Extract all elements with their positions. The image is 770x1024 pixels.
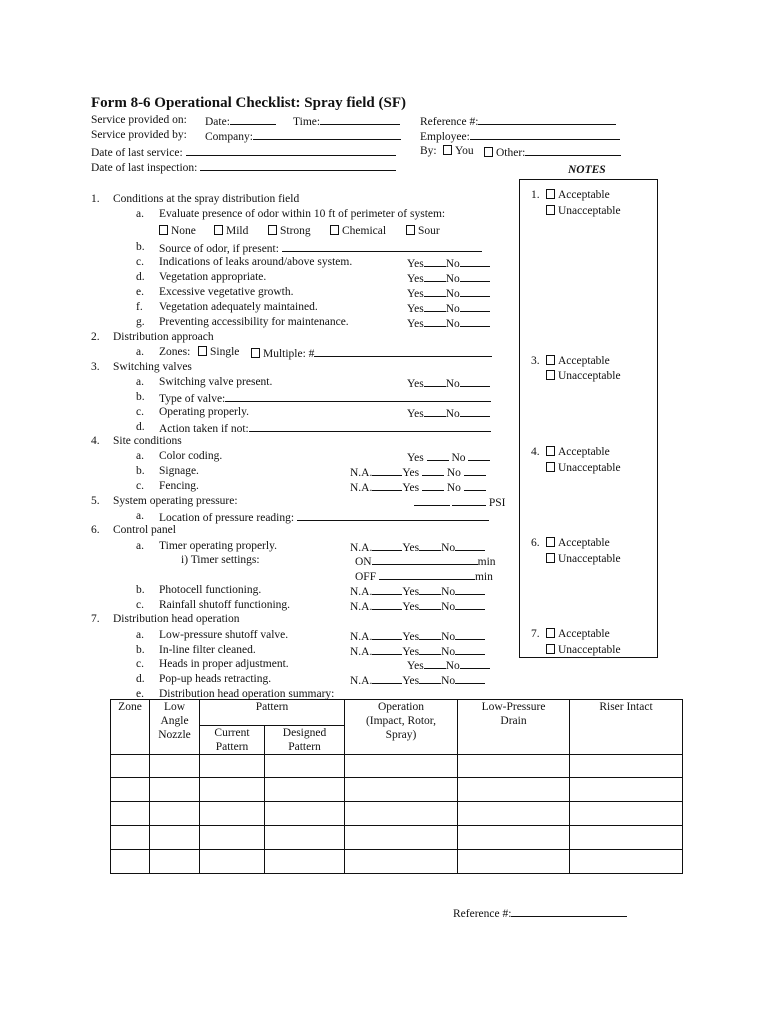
by-label: By:	[420, 145, 437, 157]
vegetation-appropriate-label: Vegetation appropriate.	[159, 271, 267, 283]
item-letter: c.	[136, 599, 144, 611]
note-1-acceptable[interactable]	[546, 188, 610, 202]
yes-label: Yes	[407, 303, 424, 315]
section-5-title: System operating pressure:	[113, 495, 238, 507]
pressure-location-label: Location of pressure reading:	[159, 512, 295, 524]
zones-multiple-field[interactable]	[251, 345, 492, 361]
form-title: Form 8-6 Operational Checklist: Spray field (SF)	[91, 95, 406, 111]
item-letter: b.	[136, 241, 145, 253]
footer-reference-label: Reference #:	[453, 908, 512, 920]
riser-header: Riser Intact	[599, 701, 653, 713]
switching-valve-yes-no[interactable]	[407, 375, 490, 391]
section-3-num: 3.	[91, 361, 100, 373]
no-label: No	[445, 273, 460, 285]
section-4-num: 4.	[91, 435, 100, 447]
no-label: No	[446, 482, 461, 494]
leaks-yes-no[interactable]	[407, 255, 490, 271]
yes-label: Yes	[402, 467, 420, 479]
operation-line: Spray)	[385, 729, 417, 741]
you-checkbox[interactable]	[443, 144, 474, 158]
table-cell[interactable]	[345, 755, 458, 778]
date-field[interactable]	[205, 113, 276, 129]
table-cell[interactable]	[200, 755, 265, 778]
current-pattern-line: Current	[214, 727, 250, 739]
na-label: N.A.	[350, 601, 373, 613]
item-letter: e.	[136, 286, 144, 298]
off-label: OFF	[355, 571, 377, 583]
single-label: Single	[210, 346, 240, 358]
table-row	[111, 755, 683, 778]
table-cell[interactable]	[200, 826, 265, 850]
table-cell[interactable]	[570, 826, 683, 850]
no-label: No	[446, 467, 461, 479]
note-1-num: 1.	[531, 189, 540, 201]
note-6-unacceptable[interactable]	[546, 552, 621, 566]
section-7-title: Distribution head operation	[113, 613, 240, 625]
col-current-pattern	[200, 726, 265, 755]
no-label: No	[445, 408, 460, 420]
popup-heads-na-yes-no[interactable]	[350, 672, 485, 688]
switching-valve-label: Switching valve present.	[159, 376, 273, 388]
pressure-field[interactable]	[414, 494, 506, 510]
timer-settings-label: i) Timer settings:	[181, 554, 260, 566]
pattern-header: Pattern	[255, 701, 289, 713]
item-letter: b.	[136, 465, 145, 477]
table-cell[interactable]	[458, 755, 570, 778]
lp-drain-line: Drain	[500, 715, 527, 727]
table-cell[interactable]	[265, 850, 345, 874]
item-letter: d.	[136, 673, 145, 685]
time-label: Time:	[293, 116, 321, 128]
item-letter: c.	[136, 658, 144, 670]
vegetation-maintained-label: Vegetation adequately maintained.	[159, 301, 318, 313]
note-7-num: 7.	[531, 628, 540, 640]
notes-box	[519, 179, 658, 658]
valve-action-field[interactable]	[159, 420, 491, 436]
na-label: N.A.	[350, 467, 373, 479]
section-1-num: 1.	[91, 193, 100, 205]
table-cell[interactable]	[570, 850, 683, 874]
item-letter: b.	[136, 644, 145, 656]
valve-type-field[interactable]	[159, 390, 491, 406]
current-pattern-line: Pattern	[215, 741, 249, 753]
yes-label: Yes	[402, 646, 420, 658]
table-cell[interactable]	[200, 850, 265, 874]
shutoff-valve-label: Low-pressure shutoff valve.	[159, 629, 289, 641]
multiple-label: Multiple: #	[263, 348, 315, 360]
table-row	[111, 826, 683, 850]
odor-sour-checkbox[interactable]	[406, 224, 440, 238]
table-cell[interactable]	[345, 802, 458, 826]
unacceptable-label: Unacceptable	[558, 462, 621, 474]
col-zone	[111, 700, 150, 755]
no-label: No	[445, 303, 460, 315]
head-operation-table	[110, 699, 683, 874]
table-cell[interactable]	[345, 850, 458, 874]
table-cell[interactable]	[570, 755, 683, 778]
item-letter: a.	[136, 346, 144, 358]
accessibility-label: Preventing accessibility for maintenance.	[159, 316, 349, 328]
footer-reference-field[interactable]	[453, 905, 627, 921]
no-label: No	[445, 660, 460, 672]
rainfall-label: Rainfall shutoff functioning.	[159, 599, 291, 611]
timer-on-field[interactable]	[355, 553, 496, 569]
no-label: No	[445, 258, 460, 270]
vegetation-appropriate-yes-no[interactable]	[407, 270, 490, 286]
na-label: N.A.	[350, 586, 373, 598]
valve-action-label: Action taken if not:	[159, 423, 249, 435]
service-provided-by-label: Service provided by:	[91, 129, 187, 141]
no-label: No	[441, 586, 456, 598]
table-cell[interactable]	[150, 850, 200, 874]
item-letter: a.	[136, 208, 144, 220]
item-letter: a.	[136, 450, 144, 462]
heads-adjustment-yes-no[interactable]	[407, 657, 490, 673]
table-row	[111, 802, 683, 826]
odor-source-field[interactable]	[159, 240, 482, 256]
shutoff-valve-na-yes-no[interactable]	[350, 628, 485, 644]
acceptable-label: Acceptable	[558, 355, 610, 367]
odor-strong-label: Strong	[280, 225, 311, 237]
odor-sour-label: Sour	[418, 225, 440, 237]
other-label: Other:	[496, 147, 526, 159]
table-row	[111, 778, 683, 802]
zones-label: Zones:	[159, 346, 191, 358]
table-cell[interactable]	[200, 778, 265, 802]
yes-label: Yes	[402, 675, 420, 687]
table-cell[interactable]	[345, 778, 458, 802]
color-coding-yes-no[interactable]	[407, 449, 490, 465]
company-field[interactable]	[205, 128, 401, 144]
col-low-angle	[150, 700, 200, 755]
col-operation	[345, 700, 458, 755]
table-cell[interactable]	[570, 778, 683, 802]
yes-label: Yes	[407, 408, 424, 420]
no-label: No	[441, 601, 456, 613]
table-cell[interactable]	[111, 802, 150, 826]
no-label: No	[445, 378, 460, 390]
odor-chemical-label: Chemical	[342, 225, 387, 237]
note-6-acceptable[interactable]	[546, 536, 610, 550]
na-label: N.A.	[350, 646, 373, 658]
timer-off-field[interactable]	[355, 568, 493, 584]
no-label: No	[441, 646, 456, 658]
yes-label: Yes	[407, 378, 424, 390]
note-3-unacceptable[interactable]	[546, 369, 621, 383]
table-cell[interactable]	[111, 826, 150, 850]
low-angle-line: Angle	[160, 715, 189, 727]
low-angle-line: Nozzle	[158, 729, 191, 741]
last-inspection-label: Date of last inspection:	[91, 162, 198, 174]
section-5-num: 5.	[91, 495, 100, 507]
item-letter: d.	[136, 421, 145, 433]
last-service-field[interactable]	[91, 144, 396, 160]
operation-line: (Impact, Rotor,	[365, 715, 437, 727]
table-cell[interactable]	[458, 778, 570, 802]
summary-label: Distribution head operation summary:	[159, 688, 335, 700]
table-cell[interactable]	[265, 826, 345, 850]
item-letter: d.	[136, 271, 145, 283]
valve-type-label: Type of valve:	[159, 393, 226, 405]
section-2-title: Distribution approach	[113, 331, 214, 343]
no-label: No	[445, 288, 460, 300]
no-label: No	[445, 318, 460, 330]
unacceptable-label: Unacceptable	[558, 553, 621, 565]
na-label: N.A.	[350, 675, 373, 687]
leaks-label: Indications of leaks around/above system.	[159, 256, 353, 268]
note-7-unacceptable[interactable]	[546, 643, 621, 657]
service-provided-on-label: Service provided on:	[91, 114, 187, 126]
item-letter: g.	[136, 316, 145, 328]
note-4-acceptable[interactable]	[546, 445, 610, 459]
note-4-unacceptable[interactable]	[546, 461, 621, 475]
rainfall-na-yes-no[interactable]	[350, 598, 485, 614]
section-2-num: 2.	[91, 331, 100, 343]
yes-label: Yes	[407, 288, 424, 300]
reference-label: Reference #:	[420, 116, 479, 128]
heads-adjustment-label: Heads in proper adjustment.	[159, 658, 289, 670]
odor-strong-checkbox[interactable]	[268, 224, 311, 238]
reference-field[interactable]	[420, 113, 616, 129]
table-row	[111, 850, 683, 874]
popup-heads-label: Pop-up heads retracting.	[159, 673, 272, 685]
col-riser	[570, 700, 683, 755]
fencing-na-yes-no[interactable]	[350, 479, 486, 495]
table-cell[interactable]	[458, 850, 570, 874]
timer-label: Timer operating properly.	[159, 540, 277, 552]
unacceptable-label: Unacceptable	[558, 644, 621, 656]
yes-label: Yes	[407, 660, 424, 672]
date-label: Date:	[205, 116, 230, 128]
unacceptable-label: Unacceptable	[558, 205, 621, 217]
yes-label: Yes	[407, 452, 424, 464]
section-6-title: Control panel	[113, 524, 176, 536]
min-label: min	[477, 556, 496, 568]
notes-heading: NOTES	[568, 164, 606, 176]
designed-pattern-line: Pattern	[288, 741, 321, 753]
odor-mild-checkbox[interactable]	[214, 224, 248, 238]
odor-chemical-checkbox[interactable]	[330, 224, 386, 238]
pressure-location-field[interactable]	[159, 509, 489, 525]
col-pattern	[200, 700, 345, 726]
yes-label: Yes	[402, 586, 420, 598]
item-letter: f.	[136, 301, 143, 313]
last-inspection-field[interactable]	[91, 159, 396, 175]
valve-operating-label: Operating properly.	[159, 406, 249, 418]
col-low-pressure-drain	[458, 700, 570, 755]
table-cell[interactable]	[111, 755, 150, 778]
table-cell[interactable]	[458, 826, 570, 850]
section-4-title: Site conditions	[113, 435, 182, 447]
no-label: No	[441, 631, 456, 643]
zones-single-checkbox[interactable]	[198, 345, 239, 359]
table-cell[interactable]	[458, 802, 570, 826]
item-letter: c.	[136, 406, 144, 418]
na-label: N.A.	[350, 482, 373, 494]
item-letter: c.	[136, 256, 144, 268]
photocell-na-yes-no[interactable]	[350, 583, 485, 599]
acceptable-label: Acceptable	[558, 189, 610, 201]
acceptable-label: Acceptable	[558, 446, 610, 458]
vegetation-maintained-yes-no[interactable]	[407, 300, 490, 316]
table-cell[interactable]	[570, 802, 683, 826]
note-4-num: 4.	[531, 446, 540, 458]
section-7-num: 7.	[91, 613, 100, 625]
yes-label: Yes	[402, 631, 420, 643]
note-3-num: 3.	[531, 355, 540, 367]
you-label: You	[455, 145, 474, 157]
item-letter: b.	[136, 584, 145, 596]
table-cell[interactable]	[150, 778, 200, 802]
employee-field[interactable]	[420, 128, 620, 144]
min-label: min	[474, 571, 493, 583]
yes-label: Yes	[407, 273, 424, 285]
time-field[interactable]	[293, 113, 400, 129]
item-letter: a.	[136, 376, 144, 388]
yes-label: Yes	[402, 542, 420, 554]
table-cell[interactable]	[111, 850, 150, 874]
no-label: No	[441, 542, 456, 554]
odor-question: Evaluate presence of odor within 10 ft of perimeter of system:	[159, 208, 446, 220]
odor-mild-label: Mild	[226, 225, 249, 237]
na-label: N.A.	[350, 542, 373, 554]
note-6-num: 6.	[531, 537, 540, 549]
note-1-unacceptable[interactable]	[546, 204, 621, 218]
note-7-acceptable[interactable]	[546, 627, 610, 641]
yes-label: Yes	[402, 482, 420, 494]
no-label: No	[441, 675, 456, 687]
acceptable-label: Acceptable	[558, 537, 610, 549]
table-cell[interactable]	[150, 802, 200, 826]
table-cell[interactable]	[265, 755, 345, 778]
item-letter: b.	[136, 391, 145, 403]
filter-label: In-line filter cleaned.	[159, 644, 256, 656]
section-3-title: Switching valves	[113, 361, 192, 373]
fencing-label: Fencing.	[159, 480, 199, 492]
other-field[interactable]	[484, 144, 621, 160]
odor-source-label: Source of odor, if present:	[159, 243, 279, 255]
table-cell[interactable]	[265, 778, 345, 802]
acceptable-label: Acceptable	[558, 628, 610, 640]
accessibility-yes-no[interactable]	[407, 315, 490, 331]
odor-none-checkbox[interactable]	[159, 224, 196, 238]
unacceptable-label: Unacceptable	[558, 370, 621, 382]
lp-drain-line: Low-Pressure	[481, 701, 546, 713]
last-service-label: Date of last service:	[91, 147, 183, 159]
item-letter: a.	[136, 510, 144, 522]
no-label: No	[451, 452, 466, 464]
signage-na-yes-no[interactable]	[350, 464, 486, 480]
company-label: Company:	[205, 131, 253, 143]
section-1-title: Conditions at the spray distribution field	[113, 193, 300, 205]
operation-line: Operation	[378, 701, 424, 713]
item-letter: a.	[136, 540, 144, 552]
valve-operating-yes-no[interactable]	[407, 405, 490, 421]
table-cell[interactable]	[265, 802, 345, 826]
yes-label: Yes	[402, 601, 420, 613]
col-designed-pattern	[265, 726, 345, 755]
excessive-growth-label: Excessive vegetative growth.	[159, 286, 294, 298]
low-angle-line: Low	[163, 701, 186, 713]
item-letter: c.	[136, 480, 144, 492]
signage-label: Signage.	[159, 465, 199, 477]
psi-label: PSI	[488, 497, 506, 509]
table-cell[interactable]	[200, 802, 265, 826]
item-letter: e.	[136, 688, 144, 700]
zone-header: Zone	[118, 701, 142, 713]
table-cell[interactable]	[345, 826, 458, 850]
employee-label: Employee:	[420, 131, 470, 143]
designed-pattern-line: Designed	[282, 727, 327, 739]
yes-label: Yes	[407, 318, 424, 330]
excessive-growth-yes-no[interactable]	[407, 285, 490, 301]
odor-none-label: None	[171, 225, 196, 237]
on-label: ON	[355, 556, 372, 568]
note-3-acceptable[interactable]	[546, 354, 610, 368]
color-coding-label: Color coding.	[159, 450, 223, 462]
photocell-label: Photocell functioning.	[159, 584, 262, 596]
na-label: N.A.	[350, 631, 373, 643]
table-cell[interactable]	[111, 778, 150, 802]
table-cell[interactable]	[150, 755, 200, 778]
section-6-num: 6.	[91, 524, 100, 536]
table-cell[interactable]	[150, 826, 200, 850]
item-letter: a.	[136, 629, 144, 641]
yes-label: Yes	[407, 258, 424, 270]
